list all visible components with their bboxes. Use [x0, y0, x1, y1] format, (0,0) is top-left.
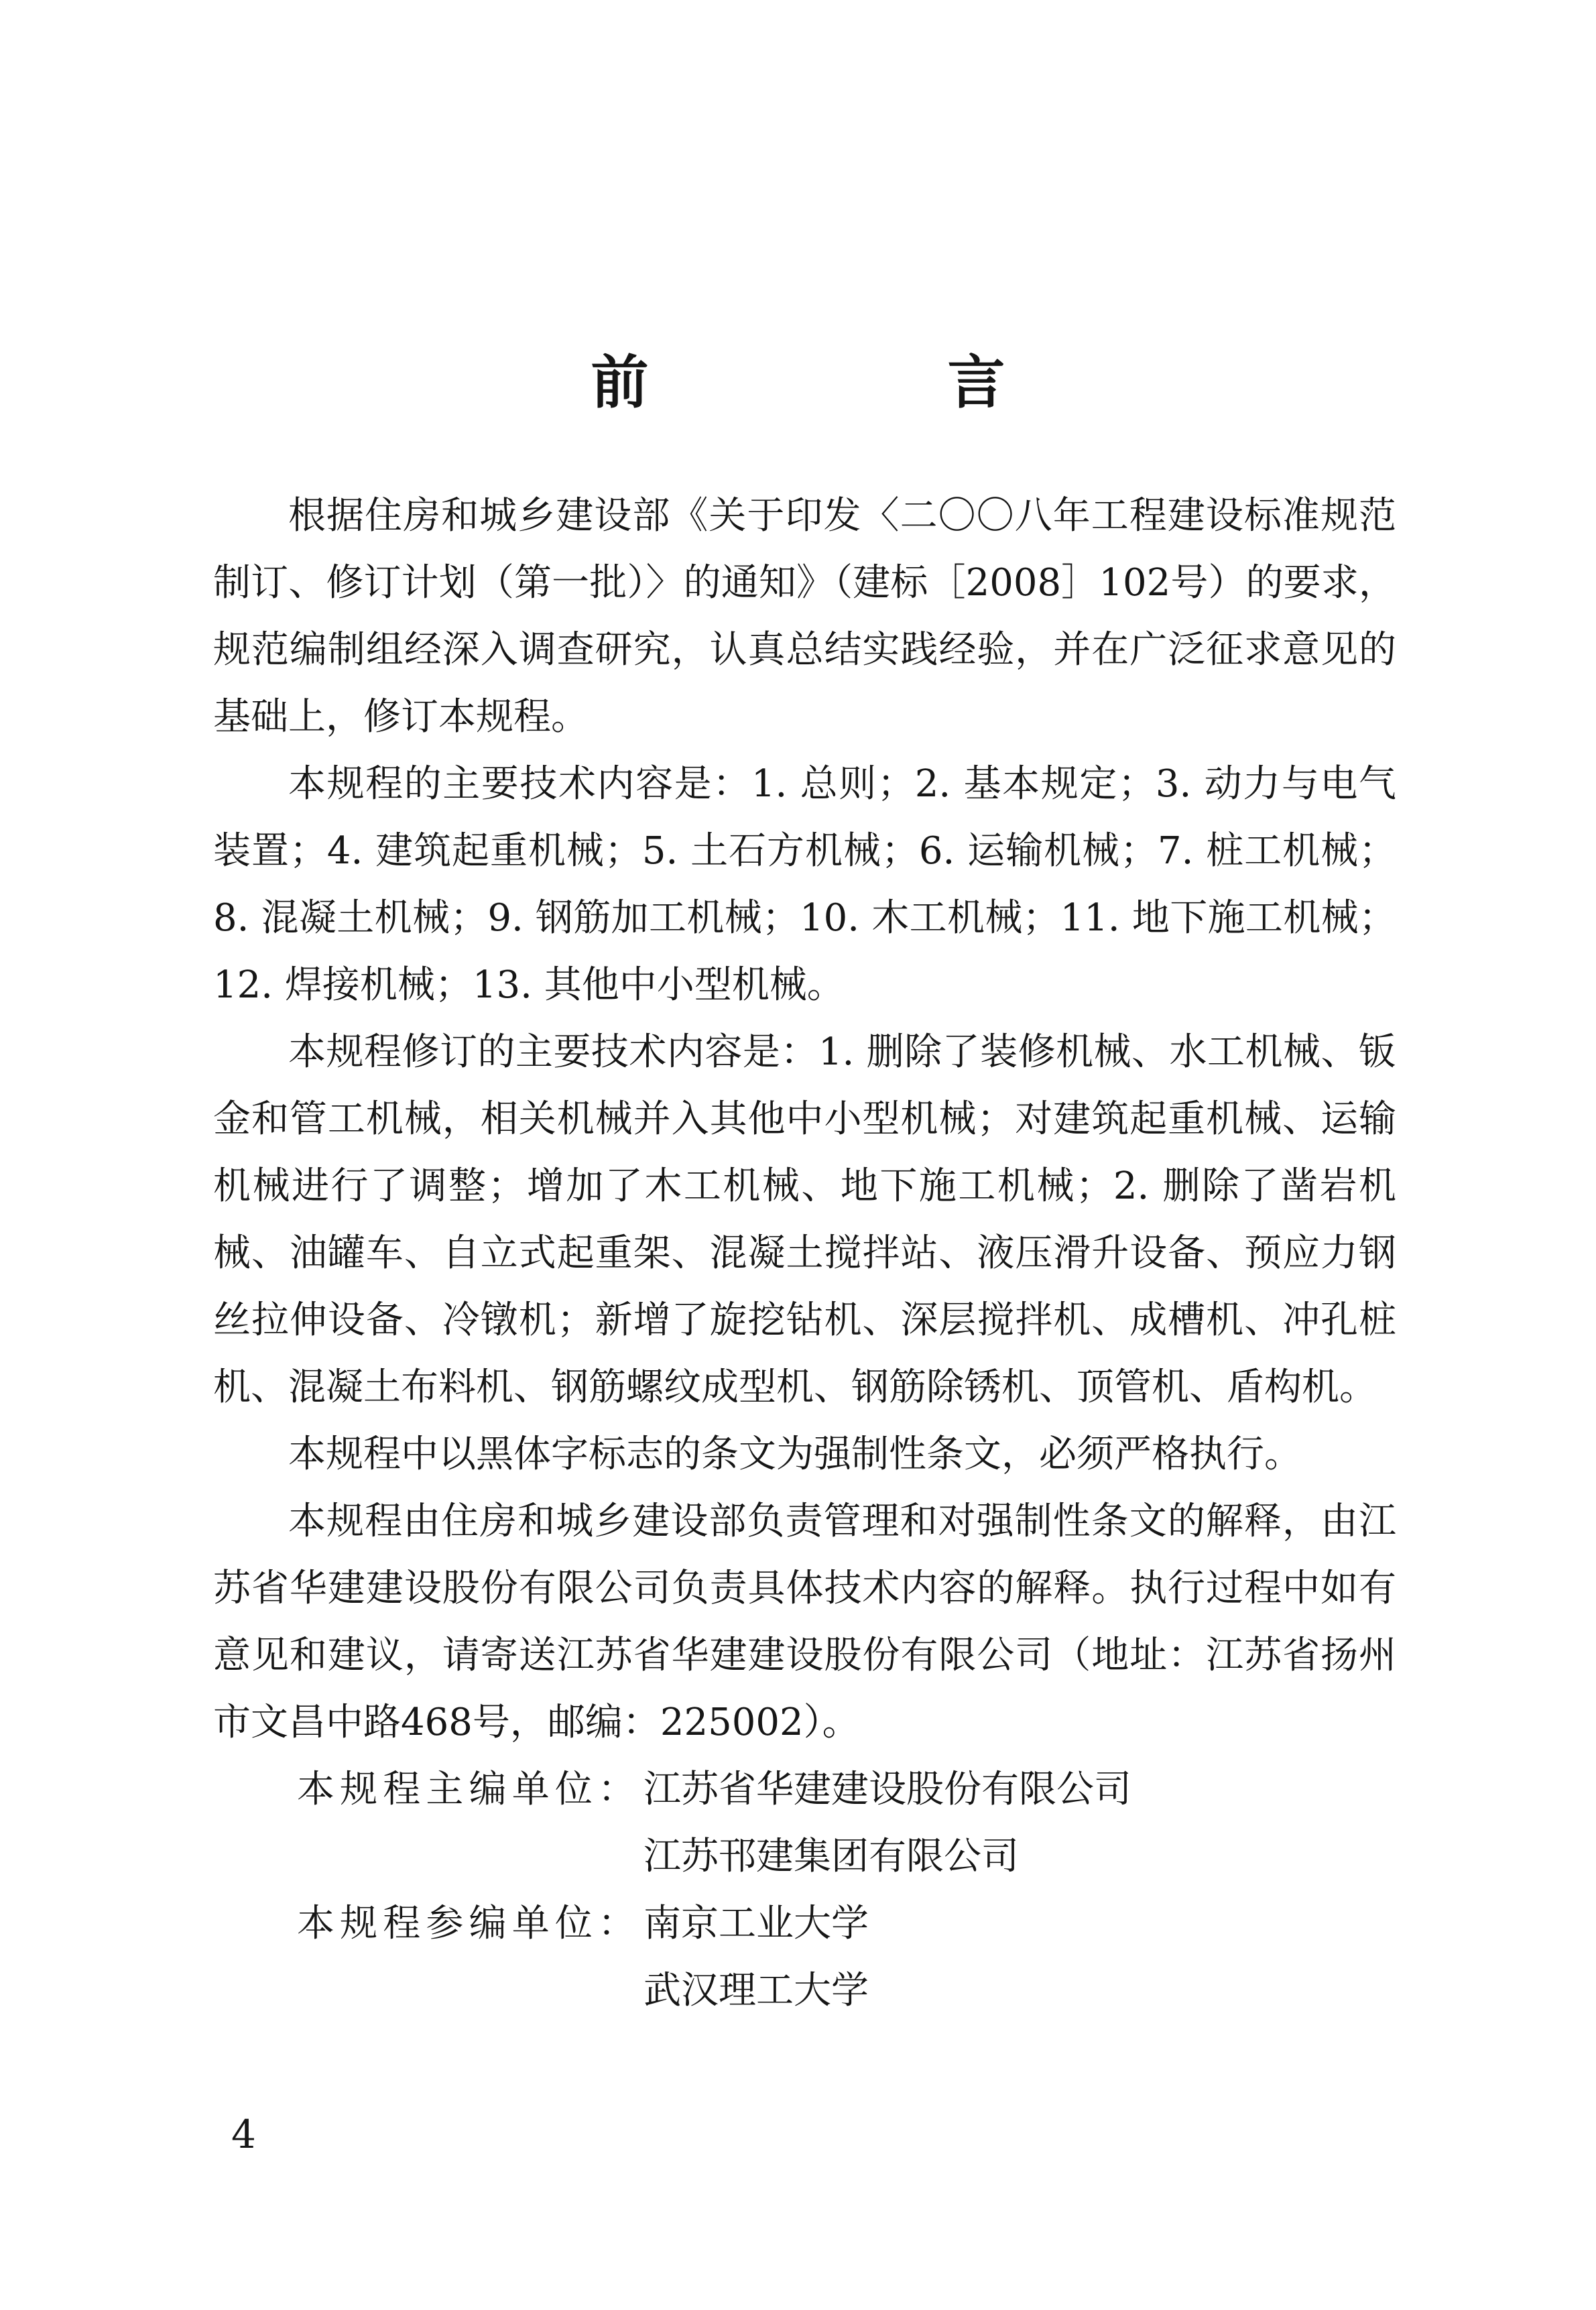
paragraph-main-contents: 本规程的主要技术内容是：1. 总则；2. 基本规定；3. 动力与电气装置；4. 建筑起重机械；5. 土石方机械；6. 运输机械；7. 桩工机械；8. 混凝土机械；9. 钢筋加工机械；10. 木工机械；11. 地下施工机械；12. 焊接机械；13. 其他中小型机械。 [213, 762, 1396, 1007]
participant-row [213, 1890, 1396, 2024]
chief-editor-row [213, 1756, 1396, 1890]
participant-label: 本规程参编单位： [297, 1902, 635, 1945]
paragraph-administration: 本规程由住房和城乡建设部负责管理和对强制性条文的解释，由江苏省华建建设股份有限公司负责具体技术内容的解释。执行过程中如有意见和建议，请寄送江苏省华建建设股份有限公司（地址：江苏省扬州市文昌中路468号，邮编：225002）。 [213, 1500, 1396, 1744]
paragraph-basis: 根据住房和城乡建设部《关于印发〈二〇〇八年工程建设标准规范制订、修订计划（第一批）〉的通知》（建标［2008］102号）的要求，规范编制组经深入调查研究，认真总结实践经验，并在广泛征求意见的基础上，修订本规程。 [213, 494, 1396, 739]
page-title: 前 言 [591, 348, 1126, 416]
chief-editor-label: 本规程主编单位： [297, 1768, 635, 1811]
participant-name: 武汉理工大学 [643, 1969, 869, 2012]
paragraph-mandatory-clauses: 本规程中以黑体字标志的条文为强制性条文，必须严格执行。 [288, 1433, 1302, 1476]
chief-editor-name: 江苏省华建建设股份有限公司 [643, 1768, 1131, 1811]
participant-names [635, 1890, 869, 2024]
participant-name: 南京工业大学 [643, 1902, 869, 1945]
chief-editor-names [635, 1756, 1131, 1890]
preface-body [213, 483, 1396, 2024]
page-number: 4 [231, 2112, 256, 2157]
paragraph-revision-contents: 本规程修订的主要技术内容是：1. 删除了装修机械、水工机械、钣金和管工机械，相关机械并入其他中小型机械；对建筑起重机械、运输机械进行了调整；增加了木工机械、地下施工机械；2. 删除了凿岩机械、油罐车、自立式起重架、混凝土搅拌站、液压滑升设备、预应力钢丝拉伸设备、冷镦机；新增了旋挖钻机、深层搅拌机、成槽机、冲孔桩机、混凝土布料机、钢筋螺纹成型机、钢筋除锈机、顶管机、盾构机。 [213, 1030, 1396, 1409]
chief-editor-name: 江苏邗建集团有限公司 [643, 1835, 1019, 1878]
editing-units [213, 1756, 1396, 2024]
